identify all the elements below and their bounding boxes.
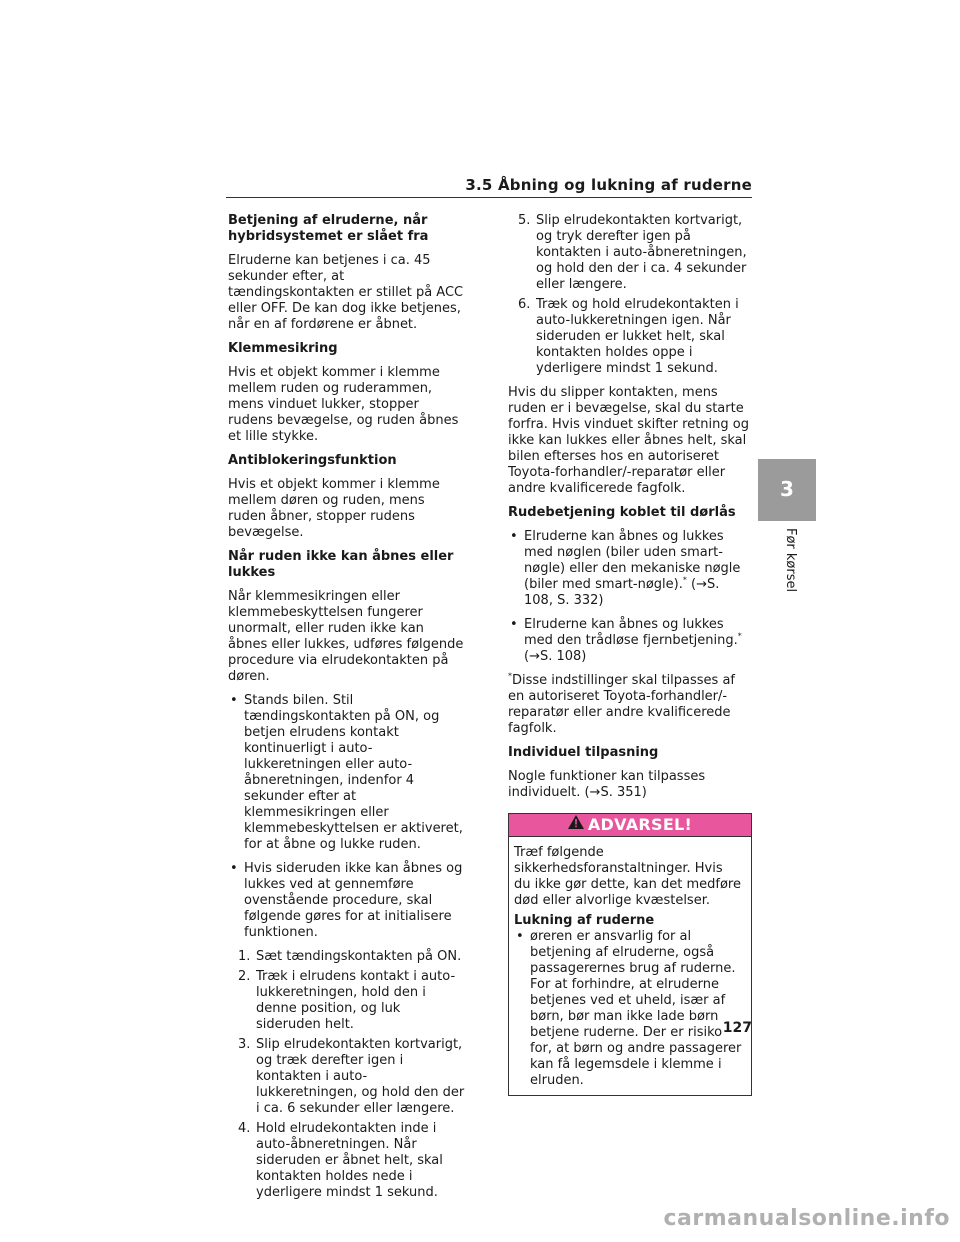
warning-box xyxy=(508,813,752,1096)
paragraph-individuel: Nogle funktioner kan tilpasses individuelt. (→S. 351) xyxy=(508,769,706,800)
right-column xyxy=(508,213,752,1096)
heading-naar-ruden: Når ruden ikke kan åbnes eller lukkes xyxy=(228,549,454,580)
page-number: 127 xyxy=(722,1020,752,1036)
heading-betjening: Betjening af elruderne, når hybridsystemet er slået fra xyxy=(228,213,429,244)
warning-title: ADVARSEL! xyxy=(587,815,693,834)
step-item: 2. Træk i elrudens kontakt i auto-lukkeretningen, hold den i denne position, og luk sideruden helt. xyxy=(238,969,456,1032)
paragraph-antiblokering: Hvis et objekt kommer i klemme mellem døren og ruden, mens ruden åbner, stopper rudens bevægelse. xyxy=(228,477,440,540)
footnote: *Disse indstillinger skal tilpasses af en autoriseret Toyota-forhandler/-reparatør eller andre kvalificerede fagfolk. xyxy=(508,671,735,736)
left-column xyxy=(228,213,466,1205)
watermark: carmanualsonline.info xyxy=(663,1206,950,1231)
chapter-label: Før kørsel xyxy=(783,528,798,593)
paragraph-betjening: Elruderne kan betjenes i ca. 45 sekunder efter, at tændingskontakten er stillet på ACC eller OFF. De kan dog ikke betjenes, når en af fordørene er åbnet. xyxy=(228,253,464,332)
list-item: • Stands bilen. Stil tændingskontakten på ON, og betjen elrudens kontakt kontinuerligt i auto-lukkeretningen eller auto-åbneretningen, indenfor 4 sekunder efter at klemmesikringen eller klemmebeskyttelsen er aktiveret, for at åbne og lukke ruden. xyxy=(228,693,466,853)
warning-body xyxy=(509,837,751,1095)
list-item: • Elruderne kan åbnes og lukkes med den trådløse fjernbetjening.* (→S. 108) xyxy=(508,617,752,665)
header-divider xyxy=(226,197,752,198)
paragraph-klemmesikring: Hvis et objekt kommer i klemme mellem ruden og ruderammen, mens vinduet lukker, stopper rudens bevægelse, og ruden åbnes et lille stykke. xyxy=(228,365,459,444)
paragraph-slipper: Hvis du slipper kontakten, mens ruden er i bevægelse, skal du starte forfra. Hvis vinduet skifter retning og ikke kan lukkes eller åbnes helt, skal bilen efterses hos en autoriseret Toyota-forhandler/-reparatør eller andre kvalificerede fagfolk. xyxy=(508,385,749,496)
heading-rudebetjening: Rudebetjening koblet til dørlås xyxy=(508,505,736,520)
warning-intro: Træf følgende sikkerhedsforanstaltninger. Hvis du ikke gør dette, kan det medføre død eller alvorlige kvæstelser. xyxy=(514,845,741,908)
list-item: • Elruderne kan åbnes og lukkes med nøglen (biler uden smart-nøgle) eller den mekaniske nøgle (biler med smart-nøgle).* (→S. 108, S. 332) xyxy=(508,529,752,609)
heading-individuel: Individuel tilpasning xyxy=(508,745,659,760)
step-item: 1. Sæt tændingskontakten på ON. xyxy=(238,949,462,964)
list-item: • Hvis sideruden ikke kan åbnes og lukkes ved at gennemføre ovenstående procedure, skal følgende gøres for at initialisere funktionen. xyxy=(228,861,466,941)
heading-antiblokering: Antiblokeringsfunktion xyxy=(228,453,397,468)
paragraph-naar-ruden: Når klemmesikringen eller klemmebeskyttelsen fungerer unormalt, eller ruden ikke kan åbnes eller lukkes, udføres følgende procedure via elrudekontakten på døren. xyxy=(228,589,464,684)
step-item: 6. Træk og hold elrudekontakten i auto-lukkeretningen igen. Når sideruden er lukket helt, skal kontakten holdes oppe i yderligere mindst 1 sekund. xyxy=(518,297,739,376)
list-item: • øreren er ansvarlig for al betjening af elruderne, også passagerernes brug af ruderne. For at forhindre, at elruderne betjenes ved et uheld, især af børn, bør man ikke lade børn betjene ruderne. Der er risiko for, at børn og andre passagerer kan få legemsdele i klemme i elruden. xyxy=(514,929,743,1089)
section-title: 3.5 Åbning og lukning af ruderne xyxy=(465,176,752,194)
chapter-number: 3 xyxy=(780,477,794,501)
warning-heading: Lukning af ruderne xyxy=(514,913,655,928)
warning-header xyxy=(509,814,751,837)
chapter-tab xyxy=(758,459,816,521)
step-item: 4. Hold elrudekontakten inde i auto-åbneretningen. Når sideruden er åbnet helt, skal kontakten holdes nede i yderligere mindst 1 sekund. xyxy=(238,1121,443,1200)
step-item: 5. Slip elrudekontakten kortvarigt, og tryk derefter igen på kontakten i auto-åbneretningen, og hold den der i ca. 4 sekunder eller længere. xyxy=(518,213,747,292)
heading-klemmesikring: Klemmesikring xyxy=(228,341,338,356)
step-item: 3. Slip elrudekontakten kortvarigt, og træk derefter igen i kontakten i auto-lukkeretningen, og hold den der i ca. 6 sekunder eller længere. xyxy=(238,1037,465,1116)
warning-triangle-icon xyxy=(568,813,584,835)
